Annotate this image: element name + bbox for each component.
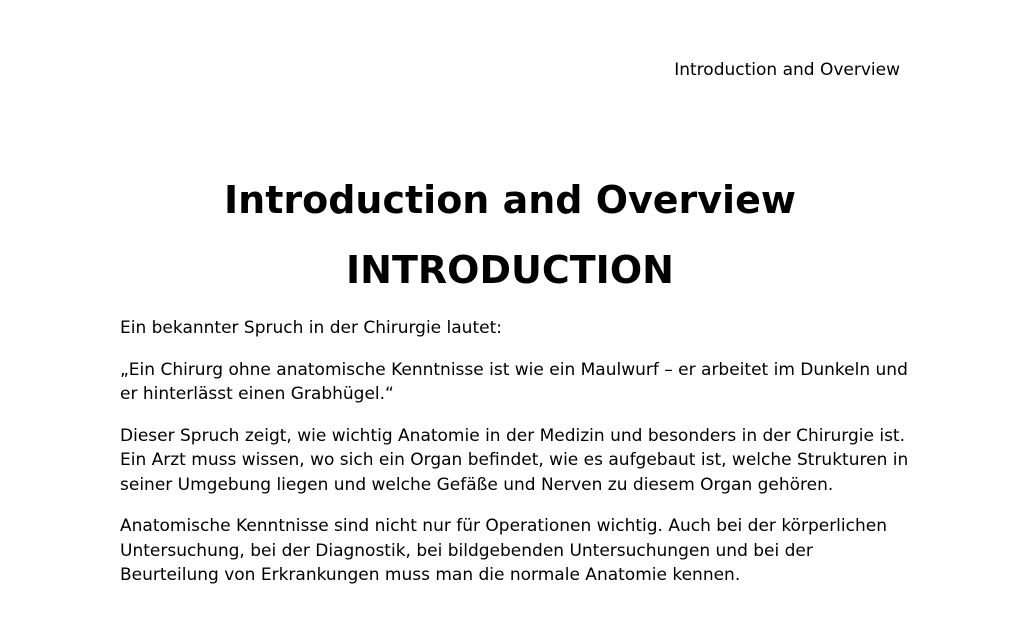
paragraph-explanation: Dieser Spruch zeigt, wie wichtig Anatomie in der Medizin und besonders in der Chirurgie ist. Ein Arzt muss wissen, wo sich ein Organ befindet, wie es aufgebaut ist, welche Strukturen in seiner Umgebung liegen und welche Gefäße und Nerven zu diesem Organ gehören. xyxy=(120,425,909,495)
paragraph-intro: Ein bekannter Spruch in der Chirurgie lautet: xyxy=(120,318,502,338)
paragraph-quote: „Ein Chirurg ohne anatomische Kenntnisse ist wie ein Maulwurf – er arbeitet im Dunkeln und er hinterlässt einen Grabhügel.“ xyxy=(120,359,908,404)
paragraph-importance: Anatomische Kenntnisse sind nicht nur für Operationen wichtig. Auch bei der körperlichen Untersuchung, bei der Diagnostik, bei bildgebenden Untersuchungen und bei der Beurteilung von Erkrankungen muss man die normale Anatomie kennen. xyxy=(120,516,887,585)
section-heading: INTRODUCTION xyxy=(346,248,674,292)
document-title: Introduction and Overview xyxy=(224,178,796,222)
body-text xyxy=(120,316,910,605)
running-header: Introduction and Overview xyxy=(674,60,900,80)
